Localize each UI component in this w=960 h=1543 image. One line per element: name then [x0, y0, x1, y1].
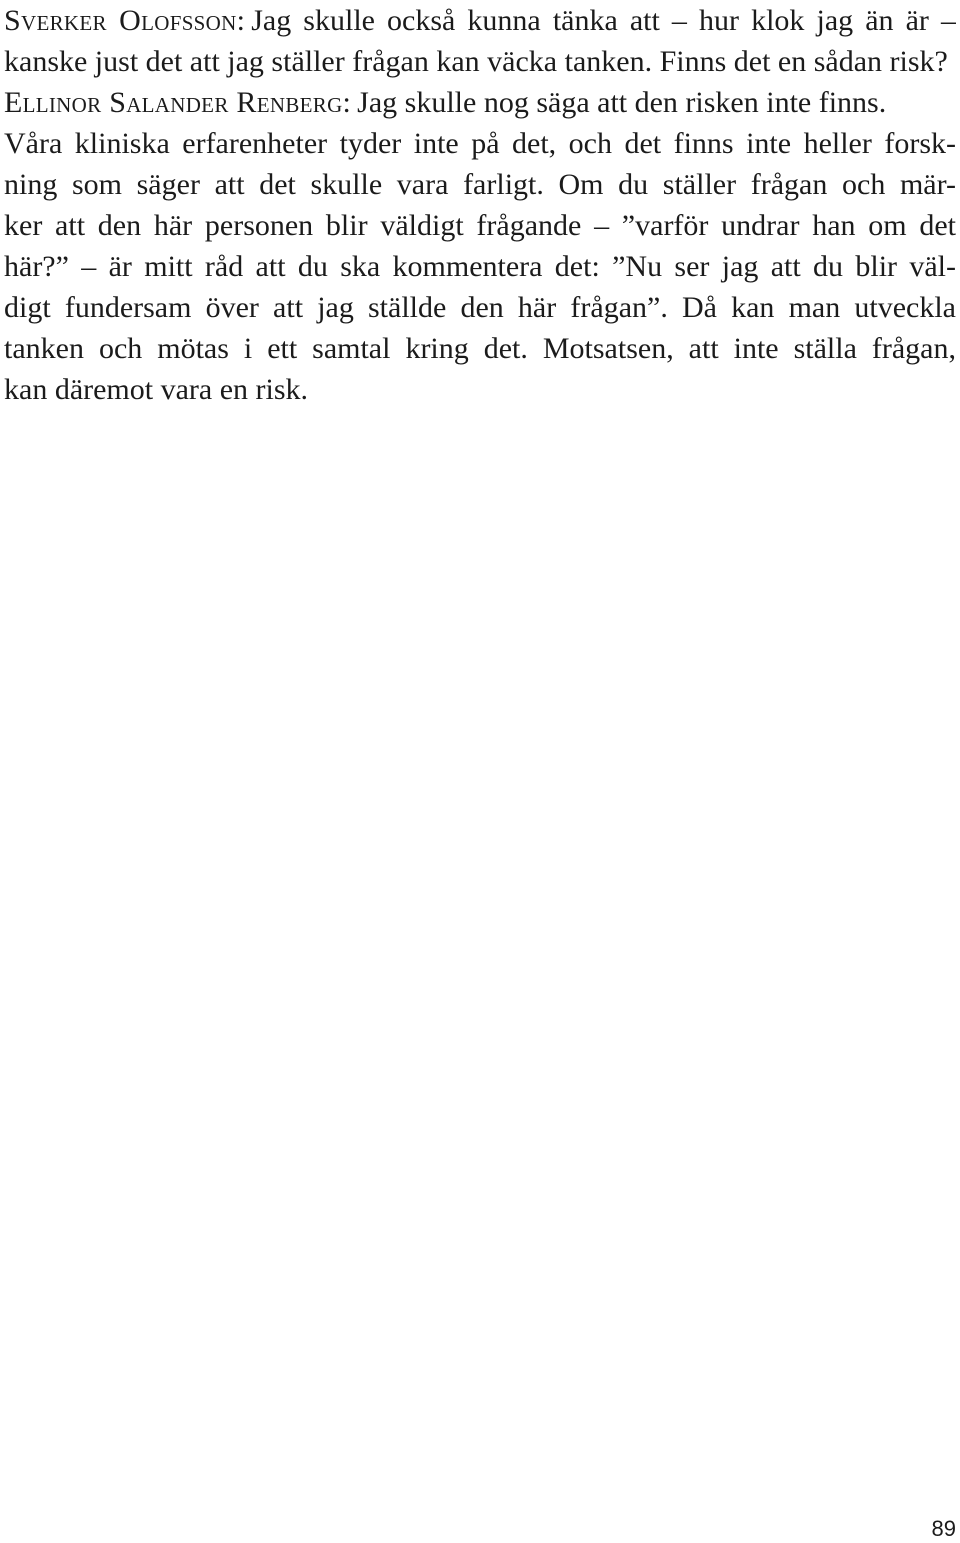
paragraph-line: tanken och mötas i ett samtal kring det. Motsatsen, att inte ställa frågan,	[4, 332, 956, 365]
page-body	[4, 0, 956, 410]
paragraph-line: digt fundersam över att jag ställde den här frågan”. Då kan man utveckla	[4, 291, 956, 324]
paragraph-line: kanske just det att jag ställer frågan kan väcka tanken. Finns det en sådan risk?	[4, 45, 948, 78]
paragraph-line	[4, 82, 956, 123]
speaker-name: Ellinor Salander Renberg:	[4, 86, 352, 119]
page-number: 89	[931, 1516, 956, 1541]
paragraph-line	[4, 0, 956, 41]
speaker-name: Sverker Olofsson:	[4, 4, 246, 37]
dialogue-text: Jag skulle nog säga att den risken inte finns.	[357, 86, 887, 119]
paragraph-line: ning som säger att det skulle vara farligt. Om du ställer frågan och mär-	[4, 168, 956, 201]
dialogue-text: Jag skulle också kunna tänka att – hur klok jag än är –	[251, 4, 956, 37]
paragraph-line: Våra kliniska erfarenheter tyder inte på det, och det finns inte heller forsk-	[4, 127, 956, 160]
paragraph-line: kan däremot vara en risk.	[4, 373, 309, 406]
paragraph-line: ker att den här personen blir väldigt frågande – ”varför undrar han om det	[4, 209, 956, 242]
paragraph-line: här?” – är mitt råd att du ska kommentera det: ”Nu ser jag att du blir väl-	[4, 250, 956, 283]
